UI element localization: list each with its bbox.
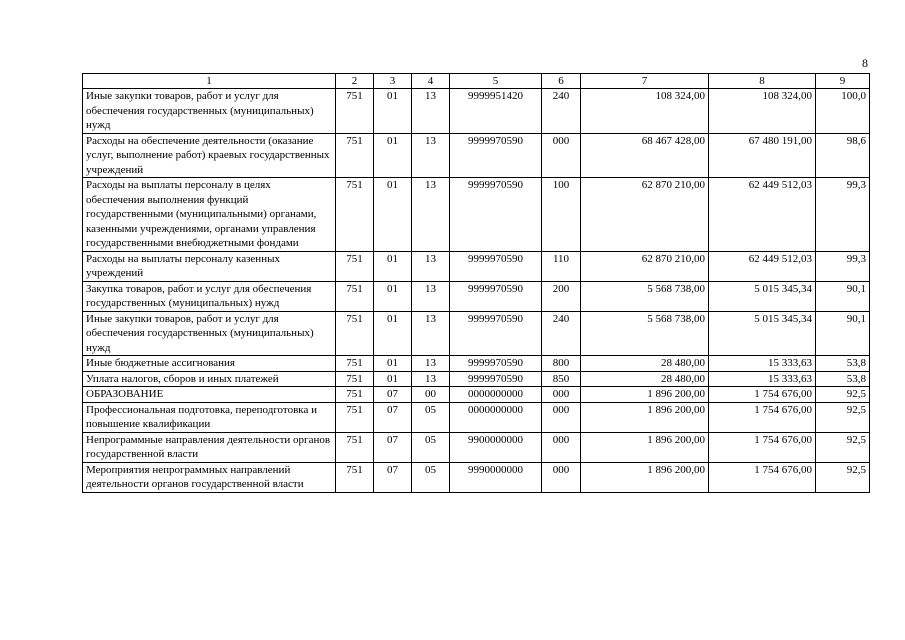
column-header-percent: 9	[816, 74, 870, 89]
row-planned-amount: 108 324,00	[581, 89, 709, 134]
row-ministry-code: 751	[336, 281, 374, 311]
column-header-section: 3	[374, 74, 412, 89]
row-expense-type: 000	[542, 432, 581, 462]
row-section-code: 07	[374, 432, 412, 462]
table-row	[83, 281, 870, 311]
table-row	[83, 387, 870, 403]
row-section-code: 01	[374, 178, 412, 252]
row-name: Непрограммные направления деятельности органов государственной власти	[83, 432, 336, 462]
row-ministry-code: 751	[336, 432, 374, 462]
column-header-executed: 8	[709, 74, 816, 89]
row-expense-type: 100	[542, 178, 581, 252]
row-planned-amount: 68 467 428,00	[581, 133, 709, 178]
row-expense-type: 000	[542, 462, 581, 492]
row-ministry-code: 751	[336, 356, 374, 372]
row-target-article: 9999970590	[450, 311, 542, 356]
column-header-planned: 7	[581, 74, 709, 89]
row-executed-amount: 62 449 512,03	[709, 178, 816, 252]
row-subsection-code: 05	[412, 432, 450, 462]
row-subsection-code: 13	[412, 89, 450, 134]
row-name: Иные закупки товаров, работ и услуг для обеспечения государственных (муниципальных) нужд	[83, 311, 336, 356]
row-name: Иные бюджетные ассигнования	[83, 356, 336, 372]
row-target-article: 9999970590	[450, 281, 542, 311]
row-executed-amount: 5 015 345,34	[709, 311, 816, 356]
row-subsection-code: 13	[412, 178, 450, 252]
row-expense-type: 240	[542, 89, 581, 134]
row-planned-amount: 62 870 210,00	[581, 178, 709, 252]
row-subsection-code: 13	[412, 133, 450, 178]
row-planned-amount: 28 480,00	[581, 356, 709, 372]
row-executed-amount: 67 480 191,00	[709, 133, 816, 178]
table-row	[83, 251, 870, 281]
row-ministry-code: 751	[336, 311, 374, 356]
column-header-subsection: 4	[412, 74, 450, 89]
row-executed-amount: 1 754 676,00	[709, 402, 816, 432]
column-header-target-article: 5	[450, 74, 542, 89]
row-ministry-code: 751	[336, 89, 374, 134]
row-percent: 99,3	[816, 178, 870, 252]
table-row	[83, 402, 870, 432]
row-percent: 100,0	[816, 89, 870, 134]
row-executed-amount: 1 754 676,00	[709, 387, 816, 403]
table-row	[83, 371, 870, 387]
row-name: Уплата налогов, сборов и иных платежей	[83, 371, 336, 387]
row-target-article: 9999970590	[450, 251, 542, 281]
row-expense-type: 000	[542, 133, 581, 178]
column-header-expense-type: 6	[542, 74, 581, 89]
header-row	[83, 74, 870, 89]
row-name: Мероприятия непрограммных направлений деятельности органов государственной власти	[83, 462, 336, 492]
row-name: Расходы на выплаты персоналу казенных учреждений	[83, 251, 336, 281]
row-section-code: 01	[374, 251, 412, 281]
row-section-code: 07	[374, 402, 412, 432]
row-executed-amount: 108 324,00	[709, 89, 816, 134]
row-ministry-code: 751	[336, 462, 374, 492]
table-row	[83, 432, 870, 462]
table-row	[83, 462, 870, 492]
row-percent: 92,5	[816, 432, 870, 462]
row-section-code: 01	[374, 311, 412, 356]
row-planned-amount: 5 568 738,00	[581, 311, 709, 356]
row-executed-amount: 1 754 676,00	[709, 432, 816, 462]
row-subsection-code: 05	[412, 462, 450, 492]
row-target-article: 9999951420	[450, 89, 542, 134]
row-expense-type: 850	[542, 371, 581, 387]
row-target-article: 9999970590	[450, 356, 542, 372]
row-percent: 92,5	[816, 402, 870, 432]
row-section-code: 01	[374, 371, 412, 387]
row-target-article: 9999970590	[450, 133, 542, 178]
row-planned-amount: 28 480,00	[581, 371, 709, 387]
row-expense-type: 800	[542, 356, 581, 372]
page-number: 8	[862, 56, 868, 70]
row-expense-type: 200	[542, 281, 581, 311]
row-percent: 98,6	[816, 133, 870, 178]
row-planned-amount: 1 896 200,00	[581, 432, 709, 462]
row-section-code: 01	[374, 356, 412, 372]
row-ministry-code: 751	[336, 402, 374, 432]
row-subsection-code: 13	[412, 371, 450, 387]
row-expense-type: 000	[542, 402, 581, 432]
row-executed-amount: 5 015 345,34	[709, 281, 816, 311]
budget-execution-table	[82, 73, 870, 493]
row-section-code: 01	[374, 89, 412, 134]
row-percent: 53,8	[816, 356, 870, 372]
row-executed-amount: 15 333,63	[709, 371, 816, 387]
row-section-code: 01	[374, 133, 412, 178]
row-subsection-code: 13	[412, 281, 450, 311]
row-executed-amount: 15 333,63	[709, 356, 816, 372]
row-subsection-code: 13	[412, 356, 450, 372]
row-section-code: 01	[374, 281, 412, 311]
row-name: Иные закупки товаров, работ и услуг для обеспечения государственных (муниципальных) нужд	[83, 89, 336, 134]
table-row	[83, 133, 870, 178]
row-ministry-code: 751	[336, 178, 374, 252]
row-planned-amount: 1 896 200,00	[581, 462, 709, 492]
row-executed-amount: 62 449 512,03	[709, 251, 816, 281]
row-ministry-code: 751	[336, 387, 374, 403]
row-expense-type: 110	[542, 251, 581, 281]
table-row	[83, 89, 870, 134]
row-percent: 53,8	[816, 371, 870, 387]
row-subsection-code: 13	[412, 311, 450, 356]
row-name: Закупка товаров, работ и услуг для обеспечения государственных (муниципальных) нужд	[83, 281, 336, 311]
row-name: Расходы на выплаты персоналу в целях обеспечения выполнения функций государственными (муниципальными) органами, казенными учреждениями, органами управления государственными внебюджетными фондами	[83, 178, 336, 252]
row-name: Расходы на обеспечение деятельности (оказание услуг, выполнение работ) краевых государственных учреждений	[83, 133, 336, 178]
row-ministry-code: 751	[336, 371, 374, 387]
row-executed-amount: 1 754 676,00	[709, 462, 816, 492]
column-header-ministry: 2	[336, 74, 374, 89]
row-target-article: 9990000000	[450, 462, 542, 492]
row-ministry-code: 751	[336, 251, 374, 281]
table-row	[83, 178, 870, 252]
table-row	[83, 356, 870, 372]
row-target-article: 0000000000	[450, 402, 542, 432]
row-expense-type: 000	[542, 387, 581, 403]
row-target-article: 9900000000	[450, 432, 542, 462]
row-name: ОБРАЗОВАНИЕ	[83, 387, 336, 403]
row-planned-amount: 5 568 738,00	[581, 281, 709, 311]
row-percent: 90,1	[816, 311, 870, 356]
column-header-name: 1	[83, 74, 336, 89]
row-name: Профессиональная подготовка, переподготовка и повышение квалификации	[83, 402, 336, 432]
row-planned-amount: 1 896 200,00	[581, 387, 709, 403]
row-expense-type: 240	[542, 311, 581, 356]
row-target-article: 0000000000	[450, 387, 542, 403]
row-percent: 99,3	[816, 251, 870, 281]
row-percent: 92,5	[816, 387, 870, 403]
row-planned-amount: 62 870 210,00	[581, 251, 709, 281]
row-subsection-code: 13	[412, 251, 450, 281]
row-ministry-code: 751	[336, 133, 374, 178]
row-target-article: 9999970590	[450, 371, 542, 387]
row-planned-amount: 1 896 200,00	[581, 402, 709, 432]
table-row	[83, 311, 870, 356]
row-target-article: 9999970590	[450, 178, 542, 252]
row-section-code: 07	[374, 462, 412, 492]
row-percent: 90,1	[816, 281, 870, 311]
row-section-code: 07	[374, 387, 412, 403]
row-subsection-code: 05	[412, 402, 450, 432]
row-percent: 92,5	[816, 462, 870, 492]
row-subsection-code: 00	[412, 387, 450, 403]
